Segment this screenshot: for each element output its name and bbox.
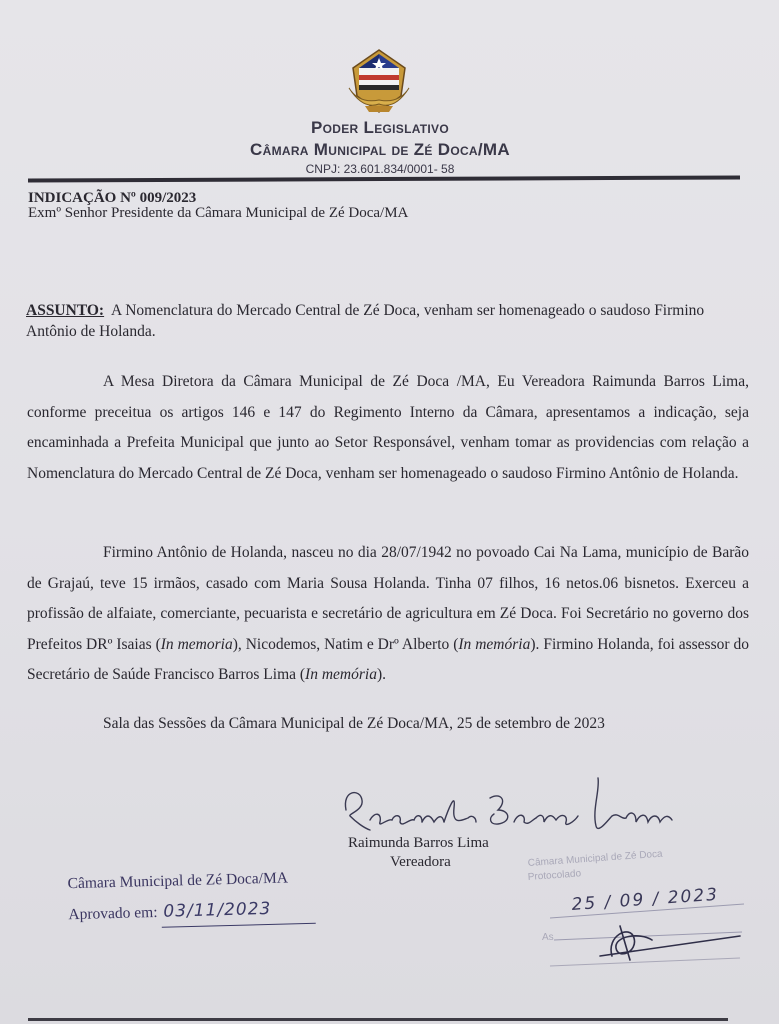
footer-divider xyxy=(28,1018,728,1021)
protocol-rubric xyxy=(600,926,740,960)
paragraph-biografia xyxy=(27,538,749,691)
approval-date: 03/11/2023 xyxy=(161,893,316,928)
sala-das-sessoes: Sala das Sessões da Câmara Municipal de Zé Doca/MA, 25 de setembro de 2023 xyxy=(103,715,605,732)
indicacao-number: INDICAÇÃO Nº 009/2023 xyxy=(28,190,197,206)
in-memoria-3: In memória xyxy=(305,666,377,683)
coat-of-arms-logo xyxy=(343,46,415,118)
approval-stamp-title: Câmara Municipal de Zé Doca/MA xyxy=(67,869,289,893)
approval-stamp xyxy=(67,863,315,930)
assunto-text: A Nomenclatura do Mercado Central de Zé Doca, venham ser homenageado o saudoso Firmino Antônio de Holanda. xyxy=(26,302,705,340)
handwritten-signature xyxy=(330,770,690,845)
bio-text-a: Firmino Antônio de Holanda, nasceu no dia 28/07/1942 no povoado Cai Na Lama, município de Barão de Grajaú, teve 15 irmãos, casado com Maria Sousa Holanda. Tinha 07 filhos, 16 netos.06 bisnetos. Exerceu a profissão de alfaiate, comerciante, pecuarista e secretário de agricultura em Zé Doca. Foi Secretário no governo dos Prefeitos DRº Isaias ( xyxy=(27,544,749,653)
protocol-time-line xyxy=(554,932,742,940)
protocol-stamp-header: Câmara Municipal de Zé Doca xyxy=(527,848,663,869)
bio-text-c: ). Firmino Holanda, foi assessor do Secretário de Saúde Francisco Barros Lima ( xyxy=(27,635,749,683)
bio-text-d: ). xyxy=(376,666,386,683)
protocol-stamp xyxy=(520,840,760,970)
addressee-line: Exmº Senhor Presidente da Câmara Municipal de Zé Doca/MA xyxy=(28,205,409,221)
header-divider xyxy=(28,175,740,182)
header-poder-legislativo: Poder Legislativo xyxy=(311,118,449,137)
protocol-as-label: As xyxy=(542,932,554,943)
assunto-label: ASSUNTO: xyxy=(26,302,105,319)
assunto-block xyxy=(26,300,746,342)
paragraph-mesa-diretora: A Mesa Diretora da Câmara Municipal de Zé Doca /MA, Eu Vereadora Raimunda Barros Lima, conforme preceitua os artigos 146 e 147 do Regimento Interno da Câmara, apresentamos a indicação, seja encaminhada a Prefeita Municipal que junto ao Setor Responsável, venham tomar as providencias com relação a Nomenclatura do Mercado Central de Zé Doca, venham ser homenageado o saudoso Firmino Antônio de Holanda. xyxy=(27,373,749,482)
in-memoria-1: In memoria xyxy=(160,635,233,653)
protocol-signature-line xyxy=(550,958,740,966)
approval-stamp-row xyxy=(68,893,316,930)
protocol-stamp-sub: Protocolado xyxy=(527,868,582,883)
signatory-role: Vereadora xyxy=(390,854,451,870)
header-cnpj: CNPJ: 23.601.834/0001- 58 xyxy=(305,162,455,176)
approval-label: Aprovado em: xyxy=(68,903,158,924)
protocol-date: 25 / 09 / 2023 xyxy=(570,884,720,915)
bio-text-b: ), Nicodemos, Natim e Drº Alberto ( xyxy=(232,635,459,653)
signatory-name: Raimunda Barros Lima xyxy=(348,835,489,851)
header-camara-title: Câmara Municipal de Zé Doca/MA xyxy=(250,140,510,159)
in-memoria-2: In memória xyxy=(458,635,531,653)
